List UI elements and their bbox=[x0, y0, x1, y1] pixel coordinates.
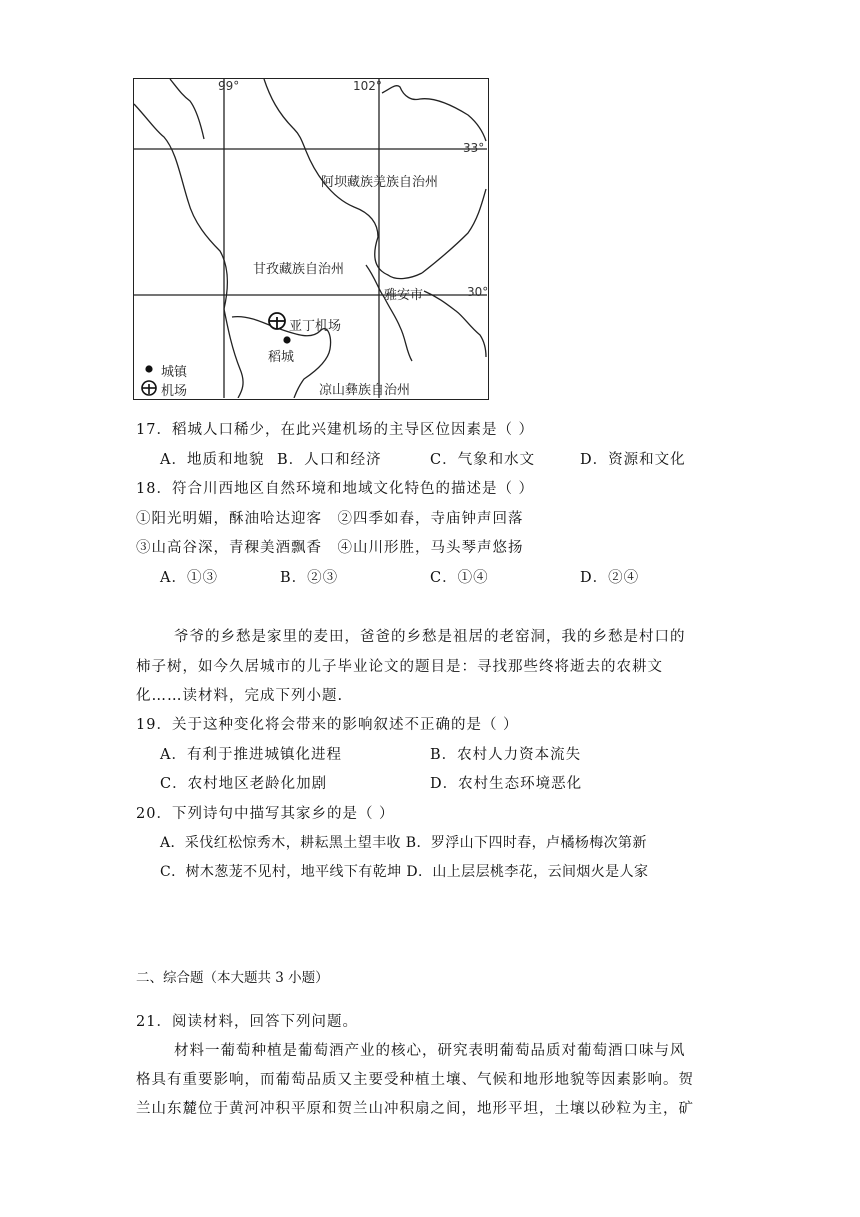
region-ganzi-label: 甘孜藏族自治州 bbox=[253, 262, 345, 277]
q18-option-c: C．①④ bbox=[430, 570, 489, 586]
q19-option-d: D．农村生态环境恶化 bbox=[430, 776, 583, 792]
city-yaan-label: 雅安市 bbox=[384, 288, 424, 303]
passage-line-3: 化……读材料，完成下列小题. bbox=[136, 688, 344, 704]
legend-town-label: 城镇 bbox=[161, 365, 188, 380]
q20-stem: 20．下列诗句中描写其家乡的是（ ） bbox=[136, 806, 395, 822]
passage-line-1: 爷爷的乡愁是家里的麦田，爸爸的乡愁是祖居的老窑洞，我的乡愁是村口的 bbox=[174, 629, 686, 645]
q21-para-line-2: 格具有重要影响，而葡萄品质又主要受种植土壤、气候和地形地貌等因素影响。贺 bbox=[136, 1072, 694, 1088]
q18-option-d: D．②④ bbox=[580, 570, 640, 586]
q19-stem: 19．关于这种变化将会带来的影响叙述不正确的是（ ） bbox=[136, 717, 519, 733]
boundary-west bbox=[134, 104, 227, 309]
q19-option-c: C．农村地区老龄化加剧 bbox=[160, 776, 328, 792]
q19-option-a: A．有利于推进城镇化进程 bbox=[160, 747, 342, 763]
q20-options-a-b: A．采伐红松惊秀木，耕耘黑土望丰收 B．罗浮山下四时春，卢橘杨梅次第新 bbox=[160, 835, 647, 851]
q20-options-c-d: C．树木葱茏不见村，地平线下有乾坤 D．山上层层桃李花，云间烟火是人家 bbox=[160, 864, 649, 880]
q21-stem: 21．阅读材料，回答下列问题。 bbox=[136, 1014, 358, 1030]
q19-option-b: B．农村人力资本流失 bbox=[430, 747, 582, 763]
town-daocheng-label: 稻城 bbox=[268, 350, 295, 365]
q18-option-b: B．②③ bbox=[280, 570, 339, 586]
q17-stem: 17．稻城人口稀少，在此兴建机场的主导区位因素是（ ） bbox=[136, 422, 535, 438]
boundary-yaan bbox=[366, 265, 412, 361]
lon-99-label: 99° bbox=[218, 79, 240, 93]
passage-line-2: 柿子树，如今久居城市的儿子毕业论文的题目是：寻找那些终将逝去的农耕文 bbox=[136, 659, 663, 675]
q18-statement-1-2: ①阳光明媚，酥油哈达迎客 ②四季如春，寺庙钟声回落 bbox=[136, 511, 524, 527]
map-drawing bbox=[134, 79, 487, 398]
airport-symbol bbox=[269, 313, 285, 329]
legend-airport-label: 机场 bbox=[161, 384, 188, 399]
map-figure bbox=[133, 78, 489, 400]
town-dot-daocheng bbox=[283, 336, 290, 343]
q18-statement-3-4: ③山高谷深，青稞美酒飘香 ④山川形胜，马头琴声悠扬 bbox=[136, 540, 524, 556]
lat-33-label: 33° bbox=[463, 141, 485, 155]
boundary-northeast bbox=[382, 86, 486, 141]
q21-para-line-3: 兰山东麓位于黄河冲积平原和贺兰山冲积扇之间，地形平坦，土壤以砂粒为主，矿 bbox=[136, 1101, 694, 1117]
airport-yading-label: 亚丁机场 bbox=[289, 319, 342, 334]
q18-option-a: A．①③ bbox=[160, 570, 218, 586]
q18-stem: 18．符合川西地区自然环境和地域文化特色的描述是（ ） bbox=[136, 481, 535, 497]
legend-airport-symbol bbox=[142, 381, 156, 395]
q21-para-line-1: 材料一葡萄种植是葡萄酒产业的核心，研究表明葡萄品质对葡萄酒口味与风 bbox=[174, 1043, 686, 1059]
q17-option-a: A．地质和地貌 bbox=[160, 452, 265, 468]
section-2-title: 二、综合题（本大题共 3 小题） bbox=[136, 970, 329, 986]
q17-option-d: D．资源和文化 bbox=[580, 452, 686, 468]
region-aba-label: 阿坝藏族羌族自治州 bbox=[321, 175, 439, 190]
lon-102-label: 102° bbox=[353, 79, 382, 93]
q17-option-b: B．人口和经济 bbox=[277, 452, 382, 468]
lat-30-label: 30° bbox=[467, 285, 489, 299]
legend-town-symbol bbox=[145, 365, 152, 372]
q17-option-c: C．气象和水文 bbox=[430, 452, 536, 468]
region-liangshan-label: 凉山彝族自治州 bbox=[319, 383, 411, 398]
